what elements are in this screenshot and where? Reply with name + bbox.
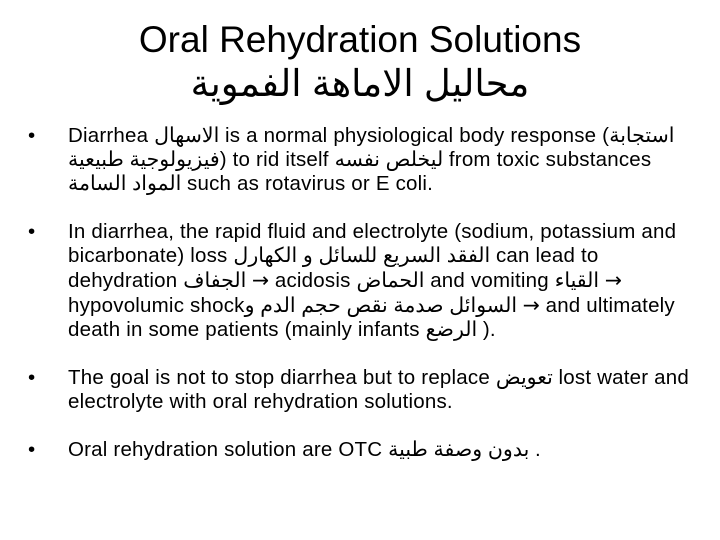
arabic-term: تعويض: [495, 366, 553, 389]
bullet-item-diarrhea: • Diarrhea الاسهال is a normal physiological body response (استجابة فيزيولوجية طبيعية) to rid itself ليخلص نفسه from toxic substances المواد السامة such as rotavirus or E coli.: [28, 124, 675, 195]
bullet-marker: •: [28, 124, 36, 147]
arabic-term: السوائل: [449, 294, 518, 317]
bullet-marker: •: [28, 438, 36, 461]
arabic-term: الجفاف: [183, 269, 247, 292]
bullet-item-goal: • The goal is not to stop diarrhea but to replace تعويض lost water and electrolyte with oral rehydration solutions.: [28, 366, 689, 413]
arabic-term: صدمة نقص حجم الدم و: [244, 294, 444, 317]
title-english: Oral Rehydration Solutions: [138, 19, 582, 60]
arrow-icon: →: [604, 268, 623, 292]
title-arabic: محاليل الاماهة الفموية: [190, 63, 530, 104]
bullet-item-otc: • Oral rehydration solution are OTC بدون وصفة طبية .: [28, 438, 541, 461]
bullet-marker: •: [28, 220, 36, 243]
arabic-term: الرضع: [425, 318, 478, 341]
slide-title: [0, 18, 720, 106]
arrow-icon: →: [522, 293, 540, 317]
bullet-item-fluid-loss: • In diarrhea, the rapid fluid and electrolyte (sodium, potassium and bicarbonate) loss الفقد السريع للسائل و الكهارل can lead to dehydration الجفاف → acidosis الحماض and vomiting القياء → hypovolumic shockصدمة نقص حجم الدم و السوائل → and ultimately death in some patients (mainly infants الرضع ).: [28, 220, 677, 341]
arabic-term: بدون وصفة طبية: [388, 438, 530, 461]
bullet-list: [28, 124, 704, 462]
arabic-term: الاسهال: [154, 124, 220, 147]
arrow-icon: →: [251, 268, 270, 292]
arabic-term: المواد السامة: [68, 172, 182, 195]
bullet-marker: •: [28, 366, 36, 389]
arabic-term: ليخلص نفسه: [334, 148, 444, 171]
arabic-term: القياء: [554, 269, 600, 292]
arabic-term: استجابة فيزيولوجية طبيعية: [68, 124, 675, 171]
arabic-term: الفقد السريع للسائل و الكهارل: [233, 244, 491, 267]
arabic-term: الحماض: [356, 269, 425, 292]
